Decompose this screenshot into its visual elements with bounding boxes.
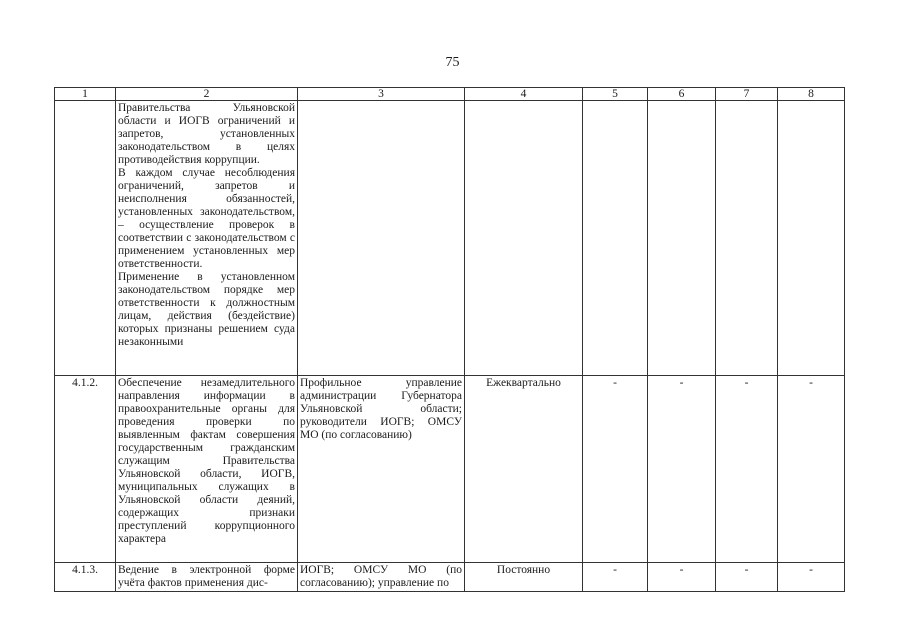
measure-text bbox=[116, 563, 298, 592]
col5-cell: - bbox=[583, 563, 648, 592]
measure-paragraph: В каждом случае несоблюдения ограничений, запретов и неисполнения обязанностей, установленных законодательством, – осуществление проверок в соответствии с законодательством с применением установленных мер ответственности. bbox=[118, 167, 295, 270]
row-number: 4.1.3. bbox=[55, 563, 116, 592]
table-row bbox=[55, 563, 845, 592]
header-col-4: 4 bbox=[465, 88, 583, 101]
measure-text bbox=[116, 376, 298, 563]
measure-paragraph: Правительства Ульяновской области и ИОГВ ограничений и запретов, установленных законодательством в целях противодействия коррупции. bbox=[118, 102, 295, 166]
col8-cell bbox=[778, 101, 845, 376]
col5-cell: - bbox=[583, 376, 648, 563]
table-row bbox=[55, 101, 845, 376]
col6-cell: - bbox=[648, 376, 716, 563]
col6-cell: - bbox=[648, 563, 716, 592]
header-col-1: 1 bbox=[55, 88, 116, 101]
header-col-3: 3 bbox=[298, 88, 465, 101]
period-cell: Постоянно bbox=[465, 563, 583, 592]
row-number: 4.1.2. bbox=[55, 376, 116, 563]
measure-text bbox=[116, 101, 298, 376]
col8-cell: - bbox=[778, 376, 845, 563]
row-number bbox=[55, 101, 116, 376]
page-number: 75 bbox=[445, 55, 460, 70]
col8-cell: - bbox=[778, 563, 845, 592]
measure-paragraph: Обеспечение незамедлительного направления информации в правоохранительные органы для проведения проверки по выявленным фактам совершения государственным гражданским служащим Правительства Ульяновской области, ИОГВ, муниципальных служащих в Ульяновской области деяний, содержащих признаки преступлений коррупционного характера bbox=[118, 377, 295, 545]
header-col-6: 6 bbox=[648, 88, 716, 101]
measure-paragraph: Применение в установленном законодательством порядке мер ответственности к должностным лицам, действия (бездействие) которых признаны решением суда незаконными bbox=[118, 271, 295, 348]
responsible-cell bbox=[298, 101, 465, 376]
responsible-cell: Профильное управление администрации Губернатора Ульяновской области; руководители ИОГВ; ОМСУ МО (по согласованию) bbox=[298, 376, 465, 563]
responsible-cell: ИОГВ; ОМСУ МО (по согласованию); управление по bbox=[298, 563, 465, 592]
header-col-5: 5 bbox=[583, 88, 648, 101]
period-cell: Ежеквартально bbox=[465, 376, 583, 563]
period-cell bbox=[465, 101, 583, 376]
col6-cell bbox=[648, 101, 716, 376]
col7-cell: - bbox=[716, 563, 778, 592]
header-row bbox=[55, 88, 845, 101]
measure-paragraph: Ведение в электронной форме учёта фактов применения дис- bbox=[118, 564, 295, 589]
plan-table bbox=[54, 87, 845, 592]
col5-cell bbox=[583, 101, 648, 376]
col7-cell bbox=[716, 101, 778, 376]
header-col-8: 8 bbox=[778, 88, 845, 101]
table-row bbox=[55, 376, 845, 563]
col7-cell: - bbox=[716, 376, 778, 563]
header-col-2: 2 bbox=[116, 88, 298, 101]
header-col-7: 7 bbox=[716, 88, 778, 101]
